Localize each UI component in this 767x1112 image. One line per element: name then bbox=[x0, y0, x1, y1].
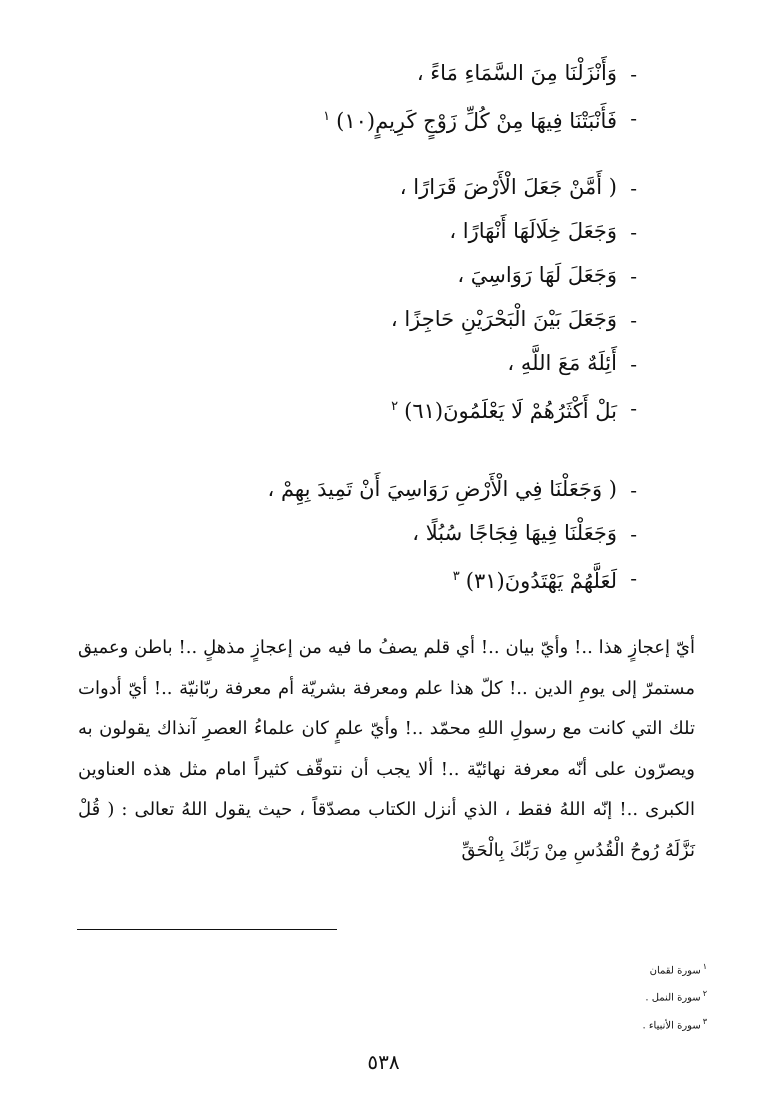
verse-text: وَجَعَلَ خِلَالَهَا أَنْهَارًا ، bbox=[449, 219, 617, 243]
paragraph-text: أيّ إعجازٍ هذا ..! وأيّ بيان ..! أي قلم يصفُ ما فيه من إعجازٍ مذهلٍ ..! باطن وعميق مستمرّ إلى يومِ الدين ..! كلّ هذا علم ومعرفة بشريّة أم معرفة ربّانيّة ..! أيّ أدوات تلك التي كانت مع رسولِ اللهِ محمّد ..! وأيّ علمٍ كان علماءُ العصرِ آنذاك يقولون به ويصرّون على أنّه معرفة نهائيّة ..! ألا يجب أن نتوقّف كثيراً امام مثل هذه العناوين الكبرى ..! إنّه اللهُ فقط ، الذي أنزل الكتاب مصدّقاً ، حيث يقول اللهُ تعالى : ( قُلْ نَزَّلَهُ رُوحُ الْقُدُسِ مِنْ رَبِّكَ بِالْحَقِّ bbox=[78, 637, 696, 861]
verse-group-3 bbox=[0, 470, 767, 602]
verse-line bbox=[0, 256, 767, 300]
verse-text: ( وَجَعَلْنَا فِي الْأَرْضِ رَوَاسِيَ أَنْ تَمِيدَ بِهِمْ ، bbox=[267, 477, 617, 501]
verse-text: وَجَعَلْنَا فِيهَا فِجَاجًا سُبُلًا ، bbox=[412, 521, 617, 545]
verse-text: بَلْ أَكْثَرُهُمْ لَا يَعْلَمُونَ(٦١)$^٢$ bbox=[391, 399, 617, 423]
verse-line bbox=[0, 168, 767, 212]
page-number: ٥٣٨ bbox=[367, 1050, 400, 1074]
verse-line bbox=[0, 514, 767, 558]
verse-text: وَجَعَلَ لَهَا رَوَاسِيَ ، bbox=[457, 263, 617, 287]
list-dash: - bbox=[630, 522, 637, 546]
footnote-ref: ١ bbox=[323, 109, 331, 124]
footnote bbox=[643, 982, 708, 1009]
list-dash: - bbox=[630, 220, 637, 244]
list-dash: - bbox=[630, 308, 637, 332]
verse-line bbox=[0, 212, 767, 256]
list-dash: - bbox=[630, 176, 637, 200]
body-paragraph bbox=[78, 628, 695, 872]
footnote-text: سورة النمل . bbox=[645, 992, 701, 1004]
verse-line bbox=[0, 98, 767, 142]
footnote bbox=[643, 955, 708, 982]
verse-line bbox=[0, 470, 767, 514]
verse-line bbox=[0, 344, 767, 388]
verse-text: وَجَعَلَ بَيْنَ الْبَحْرَيْنِ حَاجِزًا ، bbox=[390, 307, 617, 331]
footnote-number: ١ bbox=[702, 962, 707, 971]
list-dash: - bbox=[630, 106, 637, 130]
footnote-ref: ٣ bbox=[452, 569, 460, 584]
footnote-ref: ٢ bbox=[391, 399, 399, 414]
verse-group-1 bbox=[0, 54, 767, 142]
footnote-number: ٢ bbox=[702, 989, 707, 999]
list-dash: - bbox=[630, 478, 637, 502]
footnote-number: ٣ bbox=[702, 1016, 707, 1026]
verse-group-2 bbox=[0, 168, 767, 432]
verse-text: فَأَنْبَتْنَا فِيهَا مِنْ كُلِّ زَوْجٍ كَرِيمٍ(١٠)$^١$ bbox=[323, 109, 617, 133]
verse-line bbox=[0, 558, 767, 602]
footnote-text: سورة الأنبياء . bbox=[642, 1019, 701, 1031]
list-dash: - bbox=[630, 62, 637, 86]
verse-line bbox=[0, 388, 767, 432]
verse-text: لَعَلَّهُمْ يَهْتَدُونَ(٣١)$^٣$ bbox=[452, 569, 617, 593]
footnote-text: سورة لقمان bbox=[649, 965, 701, 977]
verse-line bbox=[0, 54, 767, 98]
footnotes bbox=[643, 955, 708, 1037]
footnote bbox=[643, 1010, 708, 1037]
list-dash: - bbox=[630, 566, 637, 590]
verse-text: أَئِلَهٌ مَعَ اللَّهِ ، bbox=[507, 351, 617, 375]
list-dash: - bbox=[630, 352, 637, 376]
verse-text: وَأَنْزَلْنَا مِنَ السَّمَاءِ مَاءً ، bbox=[416, 61, 617, 85]
footnote-divider bbox=[77, 929, 337, 930]
verse-line bbox=[0, 300, 767, 344]
list-dash: - bbox=[630, 396, 637, 420]
list-dash: - bbox=[630, 264, 637, 288]
verse-text: ( أَمَّنْ جَعَلَ الْأَرْضَ قَرَارًا ، bbox=[399, 175, 617, 199]
